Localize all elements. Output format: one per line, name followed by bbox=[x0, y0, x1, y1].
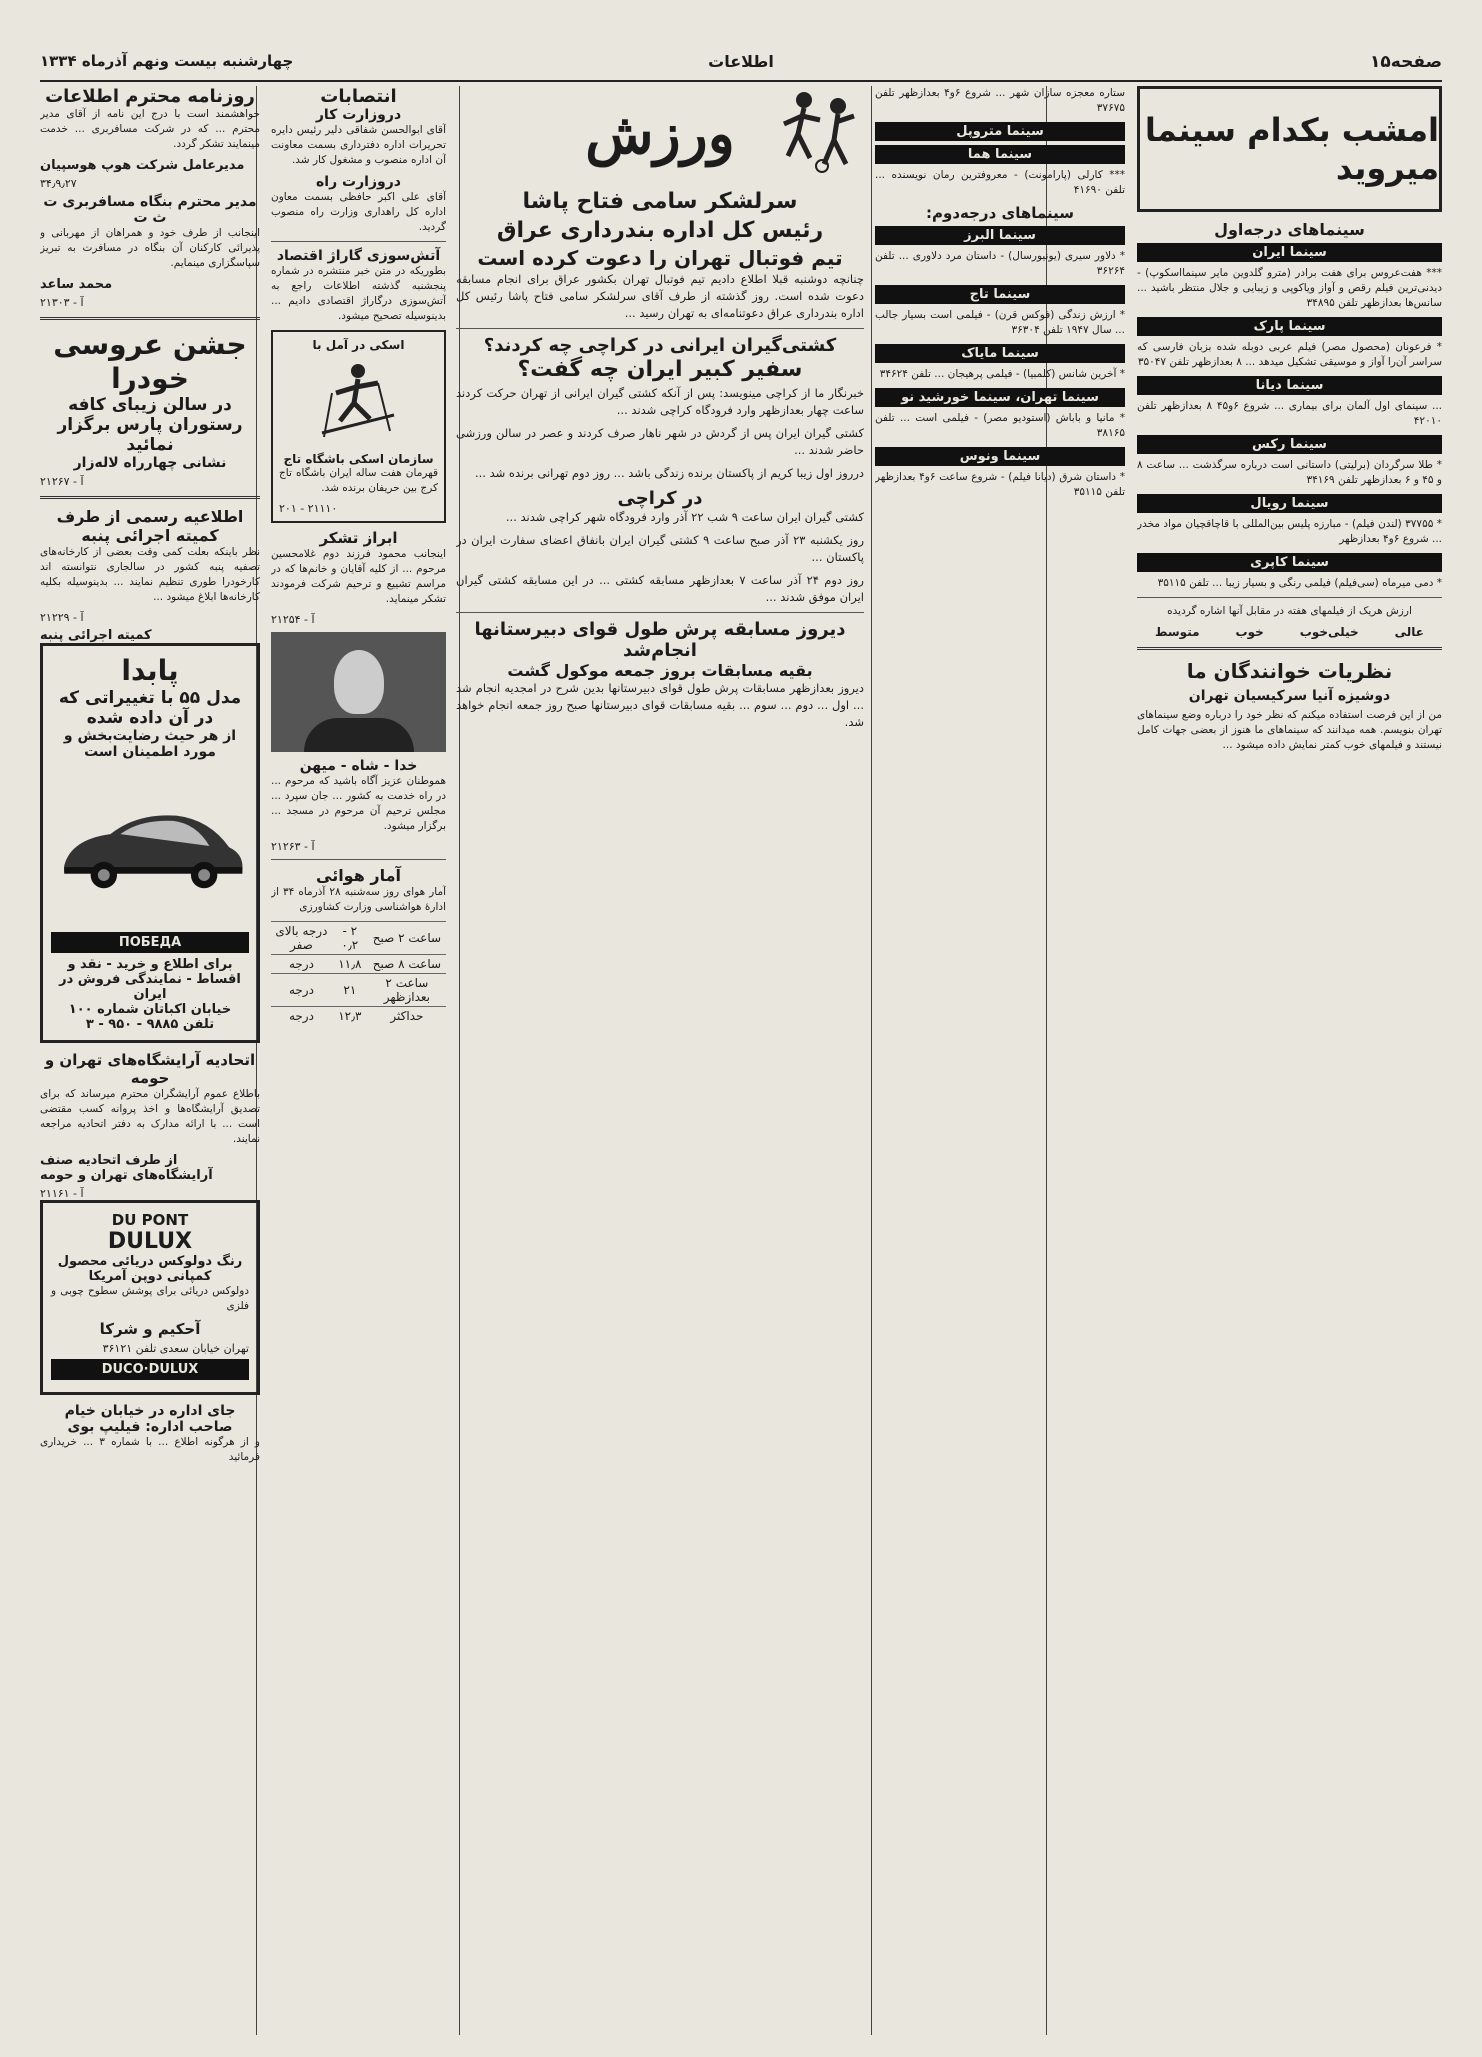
cinema-metropol: سینما متروپل bbox=[875, 122, 1125, 141]
rating-excellent: عالی bbox=[1394, 625, 1424, 639]
headline-4: کشتی‌گیران ایرانی در کراچی چه کردند؟ bbox=[483, 335, 837, 357]
notice2-text: اینجانب از طرف خود و همراهان از مهربانی و پذیرائی کارکنان آن بنگاه در مسافرت به تبریز سپاسگزاری مینمایم. bbox=[40, 227, 260, 269]
cinema-mayak: سینما مایاک bbox=[875, 344, 1125, 363]
weather-cell: ۱۲٫۳ bbox=[332, 1007, 368, 1026]
notice1-text: خواهشمند است با درج این نامه از آقای مدیر محترم ... که در شرکت مسافربری ... خدمت مینمایند تشکر گردد. bbox=[40, 108, 260, 150]
subheading-karachi: در کراچی bbox=[617, 487, 703, 509]
cinema-mayak-text: * آخرین شانس (کلمبیا) - فیلمی پرهیجان ... تلفن ۳۴۶۲۴ bbox=[879, 368, 1125, 380]
union-ref: آ - ۲۱۱۶۱ bbox=[40, 1186, 84, 1200]
ministry-road-text: آقای علی اکبر حافظی بسمت معاون اداره کل راهداری وزارت راه منصوب گردید. bbox=[271, 191, 446, 233]
grade1-heading: سینماهای درجه‌اول bbox=[1214, 220, 1365, 239]
notice1-title: روزنامه محترم اطلاعات bbox=[45, 86, 255, 107]
footer-note: و از هرگونه اطلاع ... با شماره ۳ ... خریداری فرمائید bbox=[40, 1435, 260, 1463]
cinema-diana: سینما دیانا bbox=[1137, 376, 1442, 395]
ads-column bbox=[40, 86, 260, 2035]
car-plate: ПОБЕДА bbox=[51, 932, 249, 953]
metropol-text: ستاره معجزه سازان شهر ... شروع ۶و۴ بعدازظهر تلفن ۳۷۶۷۵ bbox=[875, 87, 1125, 114]
cinema-royal: سینما رویال bbox=[1137, 494, 1442, 513]
readers-review-text: من از این فرصت استفاده میکنم که نظر خود را درباره وضع سینماهای تهران بنویسم. همه میدانند که سینماهای ما هنوز از بعضی جهات کامل نیستند و فیلمهای خوب کمتر نمایش داده میشود ... bbox=[1137, 709, 1442, 751]
headline-7: بقیه مسابقات بروز جمعه موکول گشت bbox=[507, 660, 813, 680]
paint-ad-line-1: رنگ دولوکس دریائی محصول کمپانی دوپن آمریکا bbox=[57, 1253, 243, 1284]
weather-title: آمار هوائی bbox=[316, 866, 401, 885]
cinema-alborz-text: * دلاور سیری (یونیورسال) - داستان مرد دلاوری ... تلفن ۳۶۲۶۴ bbox=[875, 250, 1125, 277]
cinema-tehran-text: * مانیا و باباش (استودیو مصر) - فیلمی است ... تلفن ۳۸۱۶۵ bbox=[875, 412, 1125, 439]
paint-brand-1: DU PONT bbox=[111, 1210, 189, 1229]
skier-illustration bbox=[279, 352, 438, 452]
issue-date: چهارشنبه بیست ونهم آذرماه ۱۳۳۴ bbox=[40, 52, 294, 70]
ministry-road: دروزارت راه bbox=[316, 174, 401, 190]
cinema-iran: سینما ایران bbox=[1137, 243, 1442, 262]
weather-table bbox=[271, 921, 446, 1025]
car-illustration bbox=[51, 766, 249, 926]
article-2-text-f: روز دوم ۲۴ آذر ساعت ۷ بعدازظهر مسابقه کشتی ... در این مسابقه کشتی گیران ایران موفق شدند ... bbox=[456, 572, 864, 604]
memorial-text: هموطنان عزیز آگاه باشید که مرحوم ... در راه خدمت به کشور ... جان سپرد ... مجلس ترحیم آن مرحوم در مسجد ... برگزار میشود. bbox=[271, 775, 446, 832]
notice2-title: مدیر محترم بنگاه مسافربری ت ث ت bbox=[43, 194, 257, 226]
cinema-column bbox=[1137, 86, 1442, 2035]
article-1-text: چنانچه دوشنبه قبلا اطلاع دادیم تیم فوتبال تهران بکشور عراق برای انجام مسابقه دعوت شده است. روز گذشته از طرف آقای سرلشکر سامی فتاح پاشا رئیس کل اداره بندرداری عراق دعوتنامه‌ای به تهران رسید ... bbox=[456, 272, 864, 321]
fire-title: آتش‌سوزی گاراژ اقتصاد bbox=[276, 248, 441, 264]
cinema-rex: سینما رکس bbox=[1137, 435, 1442, 454]
weather-cell: درجه بالای صفر bbox=[271, 922, 332, 955]
car-ad-model: مدل ۵۵ با تغییراتی که در آن داده شده bbox=[58, 687, 242, 728]
cinema-diana-text: ... سینمای اول آلمان برای بیماری ... شروع ۶و۴۵ ۸ بعدازظهر تلفن ۴۲۰۱۰ bbox=[1137, 400, 1442, 427]
memorial-ref: آ - ۲۱۲۶۳ bbox=[271, 840, 315, 853]
sports-column bbox=[456, 86, 864, 2035]
cinema-royal-text: * ۳۷۷۵۵ (لندن فیلم) - مبارزه پلیس بین‌المللی با قاچاقچیان مواد مخدر ... شروع ۶و۴ بعدازظهر bbox=[1137, 518, 1442, 545]
weather-row bbox=[271, 955, 446, 974]
cinema-rex-text: * طلا سرگردان (برلیتی) داستانی است درباره سرگذشت ... ساعت ۸ و ۴۵ و ۶ بعدازظهر تلفن ۳۴۱۶۹ bbox=[1137, 459, 1442, 486]
cinema-banner: امشب بکدام سینما میروید bbox=[1137, 86, 1442, 212]
page-header bbox=[40, 50, 1442, 82]
wedding-ad-line: در سالن زیبای کافه رستوران پارس برگزار نمائید bbox=[57, 395, 243, 456]
grade2-heading: سینماهای درجه‌دوم: bbox=[926, 204, 1074, 222]
office-ad-line-1: جای اداره در خیابان خیام bbox=[64, 1402, 236, 1419]
notice1-date: ۳۴٫۹٫۲۷ bbox=[40, 177, 77, 190]
cinema-park-text: * فرعونان (محصول مصر) فیلم عربی دوبله شده بزبان فارسی که سراسر آن‌را آواز و موسیقی تشکیل میدهد ... ۸ بعدازظهر تلفن ۳۵۰۴۷ bbox=[1137, 341, 1442, 368]
paper-name: اطلاعات bbox=[708, 52, 774, 71]
elections-title: انتصابات bbox=[320, 86, 397, 107]
notice2-ref: آ - ۲۱۳۰۳ bbox=[40, 296, 84, 309]
ski-ad-text: قهرمان هفت ساله ایران باشگاه تاج کرج بین حریفان برنده شد. bbox=[279, 467, 438, 494]
paint-ad-line-2: دولوکس دریائی برای پوشش سطوح چوبی و فلزی bbox=[51, 1284, 249, 1312]
cinema-taj-text: * ارزش زندگی (فوکس قرن) - فیلمی است بسیار جالب ... سال ۱۹۴۷ تلفن ۳۶۳۰۴ bbox=[875, 309, 1125, 336]
cinema-homa: سینما هما bbox=[875, 145, 1125, 164]
ski-ad-title: اسکی در آمل با bbox=[312, 338, 405, 352]
football-players-illustration bbox=[774, 86, 864, 176]
cinema-venus: سینما ونوس bbox=[875, 447, 1125, 466]
union-text: باطلاع عموم آرایشگران محترم میرساند که برای تصدیق آرایشگاه‌ها و اخذ پروانه کسب مقتضی است ... با ارائه مدارک به دفتر اتحادیه مراجعه نمایند. bbox=[40, 1087, 260, 1145]
cinema-iran-text: *** هفت‌عروس برای هفت برادر (مترو گلدوین مایر سینمااسکوپ) - دیدنی‌ترین فیلم رقص و آواز ویاکوپی و زیبایی و جلال منتظر باشید ... سانس‌ها بعدازظهر تلفن ۳۴۸۹۵ bbox=[1137, 267, 1442, 309]
cinema-venus-text: * داستان شرق (دیانا فیلم) - شروع ساعت ۶و۴ بعدازظهر تلفن ۳۵۱۱۵ bbox=[875, 471, 1125, 498]
notice1-signature: مدیرعامل شرکت هوپ هوسپیان bbox=[40, 158, 245, 173]
headline-6: دیروز مسابقه پرش طول قوای دبیرستانها انجام‌شد bbox=[474, 618, 846, 661]
cinema-alborz: سینما البرز bbox=[875, 226, 1125, 245]
memorial-title: خدا - شاه - میهن bbox=[299, 758, 418, 774]
union-signature: از طرف اتحادیه صنف آرایشگاه‌های تهران و حومه bbox=[40, 1152, 213, 1183]
weather-cell: ساعت ۲ صبح bbox=[368, 922, 446, 955]
weather-row bbox=[271, 974, 446, 1007]
readers-review-title: نظریات خوانندگان ما bbox=[1186, 659, 1393, 683]
paint-seller: آحکیم و شرکا bbox=[99, 1319, 201, 1338]
weather-cell: ۲ - ۰٫۲ bbox=[332, 922, 368, 955]
cinema-tehran: سینما تهران، سینما خورشید نو bbox=[875, 388, 1125, 407]
rating-good: خوب bbox=[1235, 625, 1264, 639]
cotton-text: نظر باینکه بعلت کمی وقت بعضی از کارخانه‌های تصفیه پنبه کشور در سالجاری نتوانسته اند کارخودرا طوری تنظیم نمایند ... بدینوسیله بکلیه کارخانه‌ها ابلاغ میشود ... bbox=[40, 546, 260, 604]
union-title: اتحادیه آرایشگاه‌های تهران و حومه bbox=[44, 1050, 256, 1087]
ski-ad-org: سازمان اسکی باشگاه تاج bbox=[283, 452, 434, 466]
notice2-signature: محمد ساعد bbox=[40, 277, 113, 292]
article-2-text-d: کشتی گیران ایران ساعت ۹ شب ۲۲ آذر وارد فرودگاه شهر کراچی شدند ... bbox=[505, 509, 864, 524]
cinema-homa-text: *** کارلی (پارامونت) - معروفترین رمان نویسنده ... تلفن ۴۱۶۹۰ bbox=[875, 169, 1125, 196]
ratings-intro: ارزش هریک از فیلمهای هفته در مقابل آنها اشاره گردیده bbox=[1167, 605, 1412, 617]
ministry-labor: دروزارت کار bbox=[315, 107, 402, 123]
car-ad-dealer: برای اطلاع و خرید - نقد و اقساط - نمایندگی فروش در ایران bbox=[59, 956, 241, 1002]
cotton-signature: کمیته اجرائی پنبه bbox=[40, 628, 152, 644]
thanks-text: اینجانب محمود فرزند دوم غلامحسین مرحوم ... از کلیه آقایان و خانم‌ها که در مراسم تشییع و ترحیم شرکت فرمودند تشکر مینماید. bbox=[271, 548, 446, 605]
car-brand: پابدا bbox=[121, 654, 179, 688]
paint-brand-2: DULUX bbox=[107, 1228, 193, 1254]
wedding-ad-title: جشن عروسی خودرا bbox=[53, 328, 247, 395]
car-ad-address: خیابان اکباتان شماره ۱۰۰ تلفن ۹۸۸۵ - ۹۵۰ - ۳ bbox=[68, 1001, 232, 1032]
car-ad-slogan: از هر حیث رضایت‌بخش و مورد اطمینان است bbox=[63, 727, 237, 760]
column-rule bbox=[871, 86, 872, 2035]
article-2-text-c: درروز اول زیبا کریم از پاکستان برنده زندگی باشد ... روز دوم تهرانی برنده شد ... bbox=[474, 465, 864, 480]
rating-very-good: خیلی‌خوب bbox=[1299, 625, 1359, 639]
headline-5: سفیر کبیر ایران چه گفت؟ bbox=[517, 357, 803, 383]
sports-masthead bbox=[456, 86, 864, 182]
fire-text: بطوریکه در متن خبر منتشره در شماره پنجشنبه گذشته اطلاعات راجع به آتش‌سوزی درگاراژ اقتصادی دادیم ... بدینوسیله تصحیح میشود. bbox=[271, 265, 446, 322]
headline-3: تیم فوتبال تهران را دعوت کرده است bbox=[477, 246, 843, 271]
article-3-text: دیروز بعدازظهر مسابقات پرش طول قوای دبیرستانها بدین شرح در امجدیه انجام شد ... اول ... دوم ... سوم ... بقیه مسابقات قوای دبیرستانها صبح روز جمعه انجام خواهد شد. bbox=[456, 680, 864, 729]
weather-cell: درجه bbox=[271, 955, 332, 974]
car-ad bbox=[40, 643, 260, 1043]
article-2-text-e: روز یکشنبه ۲۳ آذر صبح ساعت ۹ کشتی گیران ایران بانفاق اعضای سفارت ایران در پاکستان ... bbox=[456, 532, 864, 564]
cinema-park: سینما پارک bbox=[1137, 317, 1442, 336]
weather-intro: آمار هوای روز سه‌شنبه ۲۸ آذرماه ۳۴ از ادارهٔ هواشناسی وزارت کشاورزی bbox=[271, 886, 446, 913]
thanks-title: ابراز تشکر bbox=[319, 529, 398, 547]
weather-cell: ساعت ۸ صبح bbox=[368, 955, 446, 974]
ski-ad bbox=[271, 330, 446, 523]
cinema-capri: سینما کاپری bbox=[1137, 553, 1442, 572]
headline-2: رئیس کل اداره بندرداری عراق bbox=[496, 217, 824, 243]
notices-column bbox=[271, 86, 446, 2035]
cotton-title: اطلاعیه رسمی از طرف کمیته اجرائی پنبه bbox=[56, 507, 244, 546]
paint-ad bbox=[40, 1200, 260, 1395]
ministry-labor-text: آقای ابوالحسن شفاقی دلیر رئیس دایره تحریرات اداره دفترداری بسمت معاونت آن اداره منصوب و مشغول کار شد. bbox=[271, 124, 446, 166]
weather-cell: حداکثر bbox=[368, 1007, 446, 1026]
page-number: صفحه۱۵ bbox=[1370, 52, 1442, 72]
weather-cell: درجه bbox=[271, 1007, 332, 1026]
weather-cell: ۲۱ bbox=[332, 974, 368, 1007]
cinema-capri-text: * دمی میرماه (سی‌فیلم) فیلمی رنگی و بسیار زیبا ... تلفن ۳۵۱۱۵ bbox=[1157, 577, 1442, 589]
weather-row bbox=[271, 1007, 446, 1026]
wedding-ad-address: نشانی چهارراه لاله‌زار bbox=[73, 455, 227, 472]
paint-badge: DUCO·DULUX bbox=[51, 1359, 249, 1380]
article-2-text-b: کشتی گیران ایران پس از گردش در شهر ناهار صرف کردند و عصر در سالن ورزشی حاضر شدند ... bbox=[456, 425, 864, 457]
thanks-ref: آ - ۲۱۲۵۴ bbox=[271, 613, 315, 626]
ski-ad-ref: ۲۰۱ - ۲۱۱۱۰ bbox=[279, 502, 338, 515]
office-ad-line-2: صاحب اداره: فیلیپ بوی bbox=[67, 1418, 233, 1435]
portrait-photo bbox=[271, 632, 446, 752]
cotton-ref: آ - ۲۱۲۲۹ bbox=[40, 611, 84, 625]
rating-average: متوسط bbox=[1155, 625, 1200, 639]
weather-cell: ۱۱٫۸ bbox=[332, 955, 368, 974]
headline-1: سرلشکر سامی فتاح پاشا bbox=[522, 189, 798, 214]
weather-row bbox=[271, 922, 446, 955]
weather-cell: درجه bbox=[271, 974, 332, 1007]
cinema-column-2 bbox=[875, 86, 1125, 2035]
wedding-ad-ref: آ - ۲۱۲۶۷ bbox=[40, 475, 84, 489]
article-2-text: خبرنگار ما از کراچی مینویسد: پس از آنکه کشتی گیران ایرانی از تهران حرکت کردند ساعت چهار بعدازظهر وارد فرودگاه کراچی شدند ... bbox=[456, 385, 864, 417]
paint-address: تهران خیابان سعدی تلفن ۳۶۱۲۱ bbox=[102, 1341, 249, 1355]
cinema-taj: سینما تاج bbox=[875, 285, 1125, 304]
ratings-legend bbox=[1137, 625, 1442, 639]
readers-review-author: دوشیزه آنیا سرکیسیان تهران bbox=[1188, 688, 1391, 704]
weather-cell: ساعت ۲ بعدازظهر bbox=[368, 974, 446, 1007]
sports-section-title: ورزش bbox=[585, 101, 735, 167]
